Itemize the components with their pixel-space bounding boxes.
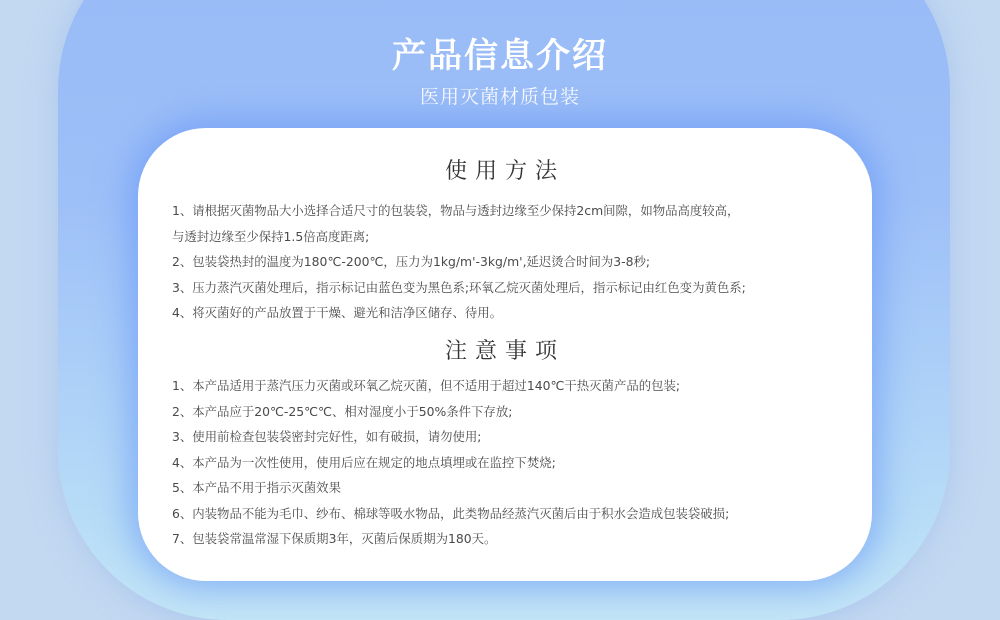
usage-line: 与透封边缘至少保持1.5倍高度距离; bbox=[172, 228, 370, 244]
info-card bbox=[138, 128, 872, 581]
notes-line: 5、本产品不用于指示灭菌效果 bbox=[172, 480, 341, 495]
notes-section-title: 注意事项 bbox=[444, 339, 565, 364]
page-subtitle: 医用灭菌材质包装 bbox=[419, 86, 580, 108]
notes-line: 4、本产品为一次性使用，使用后应在规定的地点填埋或在监控下焚烧; bbox=[172, 454, 556, 470]
usage-line: 4、将灭菌好的产品放置于干燥、避光和洁净区储存、待用。 bbox=[172, 305, 503, 320]
usage-line: 2、包装袋热封的温度为180℃-200℃，压力为1kg/m'-3kg/m',延迟烫合时间为3-8秒; bbox=[172, 254, 651, 269]
usage-line: 1、请根据灭菌物品大小选择合适尺寸的包装袋，物品与透封边缘至少保持2cm间隙，如物品高度较高， bbox=[172, 203, 740, 218]
usage-line: 3、压力蒸汽灭菌处理后，指示标记由蓝色变为黑色系;环氧乙烷灭菌处理后，指示标记由红色变为黄色系; bbox=[172, 279, 746, 295]
notes-list bbox=[172, 373, 872, 552]
usage-section-title: 使用方法 bbox=[444, 159, 565, 184]
usage-list bbox=[172, 198, 872, 326]
page-title: 产品信息介绍 bbox=[392, 36, 608, 76]
notes-line: 3、使用前检查包装袋密封完好性，如有破损，请勿使用; bbox=[172, 429, 482, 444]
notes-line: 2、本产品应于20℃-25℃℃、相对湿度小于50%条件下存放; bbox=[172, 403, 513, 419]
notes-line: 6、内装物品不能为毛巾、纱布、棉球等吸水物品，此类物品经蒸汽灭菌后由于积水会造成包装袋破损; bbox=[172, 505, 730, 521]
notes-line: 1、本产品适用于蒸汽压力灭菌或环氧乙烷灭菌，但不适用于超过140℃干热灭菌产品的包装; bbox=[172, 378, 681, 393]
notes-line: 7、包装袋常温常湿下保质期3年，灭菌后保质期为180天。 bbox=[172, 531, 497, 546]
